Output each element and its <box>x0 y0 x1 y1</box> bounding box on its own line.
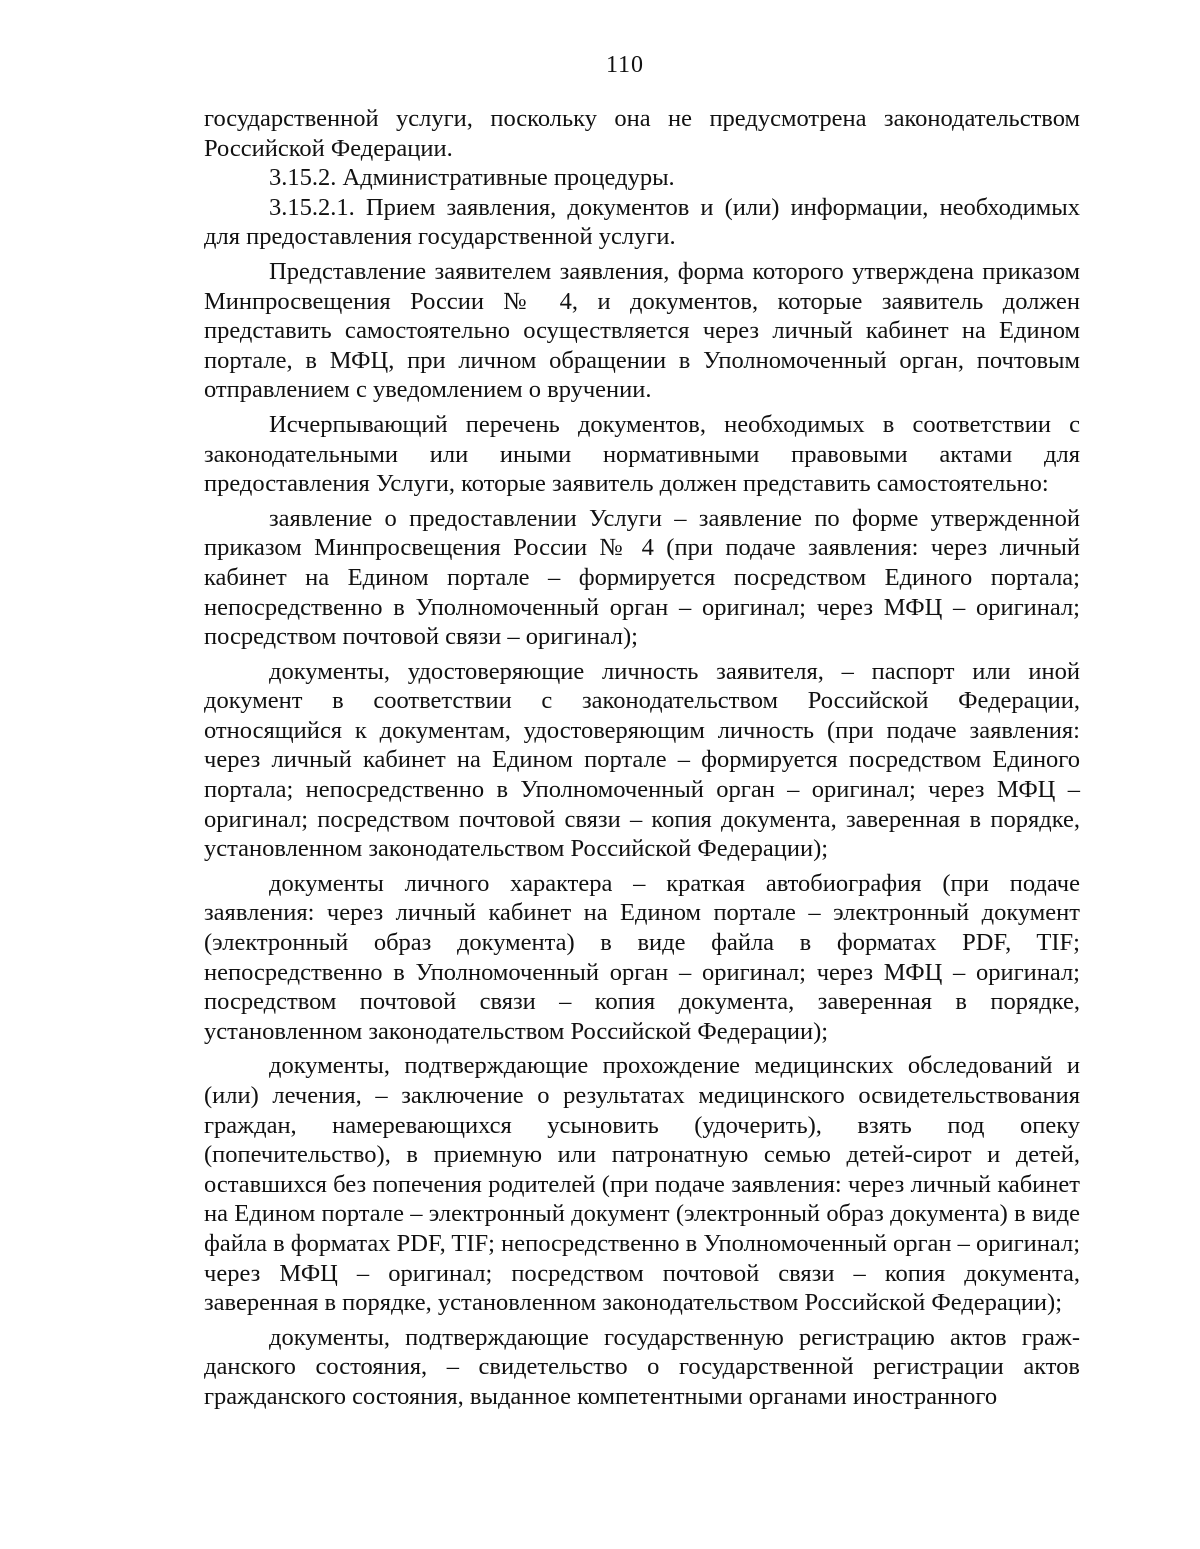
paragraph-identity-documents: документы, удостоверяющие личность заявителя, – паспорт или иной документ в соответствии с законодательством Российской Федерации, относящийся к документам, удостоверяющим личность (при подаче заявления: через личный кабинет на Едином портале – формируется посредством Единого портала; непосредственно в Уполномоченный орган – оригинал; через МФЦ – оригинал; посредством почтовой связи – копия документа, заверенная в порядке, установленном законодательством Российской Федерации); <box>204 657 1080 863</box>
body-text <box>204 104 1080 1412</box>
paragraph-subsection-heading: 3.15.2.1. Прием заявления, документов и (или) информации, необходимых для предоставления государственной услуги. <box>204 193 1080 251</box>
paragraph-submission-methods: Представление заявителем заявления, форма которого утверждена приказом Минпросвещения России № 4, и документов, которые заявитель должен представить самостоятельно осуществляется через личный кабинет на Едином портале, в МФЦ, при личном обращении в Уполномоченный орган, почтовым отправлением с уведомлением о вручении. <box>204 257 1080 404</box>
paragraph-application: заявление о предоставлении Услуги – заявление по форме утвержденной приказом Минпросвещения России № 4 (при подаче заявления: через личный кабинет на Едином портале – формируется посредством Единого портала; непосредственно в Уполномоченный орган – оригинал; через МФЦ – оригинал; посредством почтовой связи – оригинал); <box>204 504 1080 651</box>
paragraph-section-heading: 3.15.2. Административные процедуры. <box>269 164 675 192</box>
paragraph-continuation: государственной услуги, поскольку она не предусмотрена законодательством Российской Федерации. <box>204 105 1080 162</box>
paragraph-civil-registration: документы, подтверждающие государственную регистрацию актов граж-данского состояния, – свидетельство о государственной регистрации актов гражданского состояния, выданное компетентными органами иностранного <box>204 1323 1080 1410</box>
page-number: 110 <box>605 52 645 78</box>
paragraph-documents-list-intro: Исчерпывающий перечень документов, необходимых в соответствии с законодательными или иными нормативными правовыми актами для предоставления Услуги, которые заявитель должен представить самостоятельно: <box>204 410 1080 498</box>
paragraph-personal-documents: документы личного характера – краткая автобиография (при подаче заявления: через личный кабинет на Едином портале – электронный документ (электронный образ документа) в виде файла в форматах PDF, TIF; непосредственно в Уполномоченный орган – оригинал; через МФЦ – оригинал; посредством почтовой связи – копия документа, заверенная в порядке, установленном законодательством Российской Федерации); <box>204 869 1080 1045</box>
paragraph-medical-documents: документы, подтверждающие прохождение медицинских обследований и (или) лечения, – заключение о результатах медицинского освидетельствования граждан, намеревающихся усыновить (удочерить), взять под опеку (попечительство), в приемную или патронатную семью детей-сирот и детей, оставшихся без попечения родителей (при подаче заявления: через личный кабинет на Едином портале – электронный документ (электронный образ документа) в виде файла в форматах PDF, TIF; непосредственно в Уполномоченный орган – оригинал; через МФЦ – оригинал; посредством почтовой связи – копия документа, заверенная в порядке, установленном законодательством Российской Федерации); <box>204 1052 1080 1317</box>
